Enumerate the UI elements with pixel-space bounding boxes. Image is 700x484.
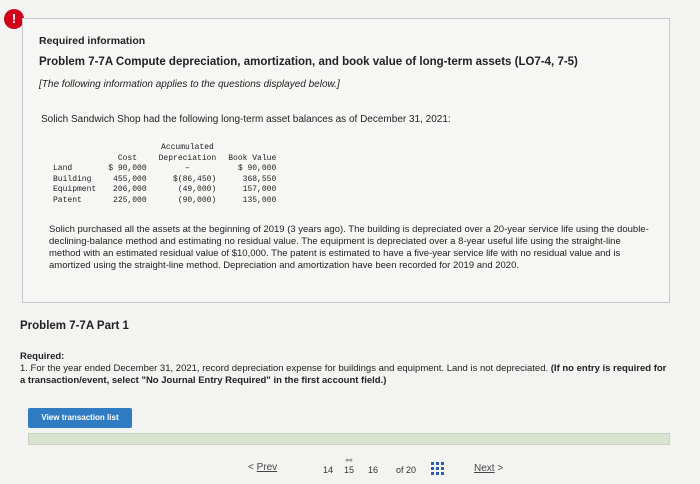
table-row <box>53 164 282 175</box>
page-link-14[interactable]: 14 <box>323 465 334 475</box>
table-cell: $ 90,000 <box>237 164 277 173</box>
table-cell: 157,000 <box>242 185 277 194</box>
table-row <box>53 196 282 207</box>
chevron-right-icon: > <box>497 463 504 474</box>
problem-title: Problem 7-7A Compute depreciation, amortization, and book value of long-term assets (LO7-4, 7-5) <box>39 56 578 68</box>
required-instructions <box>20 363 670 387</box>
table-cell: $(86,450) <box>173 174 217 184</box>
table-cell: 135,000 <box>242 195 277 205</box>
table-cell: – <box>185 164 190 173</box>
view-transaction-list-button[interactable]: View transaction list <box>28 408 132 428</box>
table-cell: (90,000) <box>177 195 217 205</box>
table-header <box>53 143 102 164</box>
alert-exclamation-icon: ! <box>4 9 24 29</box>
required-text: 1. For the year ended December 31, 2021, record depreciation expense for buildings and equipment. Land is not depreciated. <box>20 363 549 374</box>
required-information-label: Required information <box>39 35 146 47</box>
table-header: Book Value <box>228 153 277 163</box>
following-info-note: [The following information applies to the questions displayed below.] <box>39 79 340 90</box>
table-header: Accumulated Depreciation <box>158 143 217 163</box>
table-cell: Building <box>53 174 92 184</box>
chevron-left-icon: < <box>248 462 254 473</box>
prev-button[interactable] <box>248 462 277 473</box>
link-icon: ⚯ <box>345 456 353 465</box>
required-information-panel <box>22 18 670 303</box>
table-row <box>53 175 282 186</box>
next-button[interactable] <box>474 463 503 474</box>
asset-description: Solich purchased all the assets at the beginning of 2019 (3 years ago). The building is depreciated over a 20-year service life using the double-declining-balance method and estimating no residual value. The equipment is depreciated over a 8-year useful life using the straight-line method with an estimated residual value of $10,000. The patent is estimated to have a five-year service life with no residual value and is amortized using the straight-line method. Depreciation and amortization have been recorded for 2019 and 2020. <box>49 224 649 271</box>
pagination-bar <box>0 455 700 484</box>
table-cell: (49,000) <box>177 185 217 194</box>
page-link-15-current[interactable] <box>344 456 354 475</box>
required-bold-note: (If no entry is required for a transaction/event, select "No Journal Entry Required" in the first account field.) <box>20 363 667 386</box>
part-title: Problem 7-7A Part 1 <box>20 320 129 332</box>
prev-label: Prev <box>256 462 278 473</box>
table-row <box>53 185 282 196</box>
required-label: Required: <box>20 351 65 362</box>
page-total: of 20 <box>396 465 417 475</box>
intro-text: Solich Sandwich Shop had the following long-term asset balances as of December 31, 2021: <box>41 114 451 125</box>
table-cell: $ 90,000 <box>108 164 147 173</box>
table-cell: Land <box>53 164 73 173</box>
table-cell: 368,550 <box>242 174 277 184</box>
table-cell: 206,000 <box>113 185 147 194</box>
current-page-number: 15 <box>344 465 355 475</box>
table-cell: Patent <box>53 195 82 205</box>
journal-entry-bar <box>28 433 670 445</box>
next-label: Next <box>474 463 495 474</box>
asset-balances-table <box>53 143 282 206</box>
table-cell: 455,000 <box>113 174 147 184</box>
page-link-16[interactable]: 16 <box>368 465 379 475</box>
table-header-row <box>53 143 282 164</box>
table-header: Cost <box>117 153 138 163</box>
table-cell: 225,000 <box>113 195 147 205</box>
grid-icon[interactable] <box>431 462 445 476</box>
table-cell: Equipment <box>53 185 97 194</box>
